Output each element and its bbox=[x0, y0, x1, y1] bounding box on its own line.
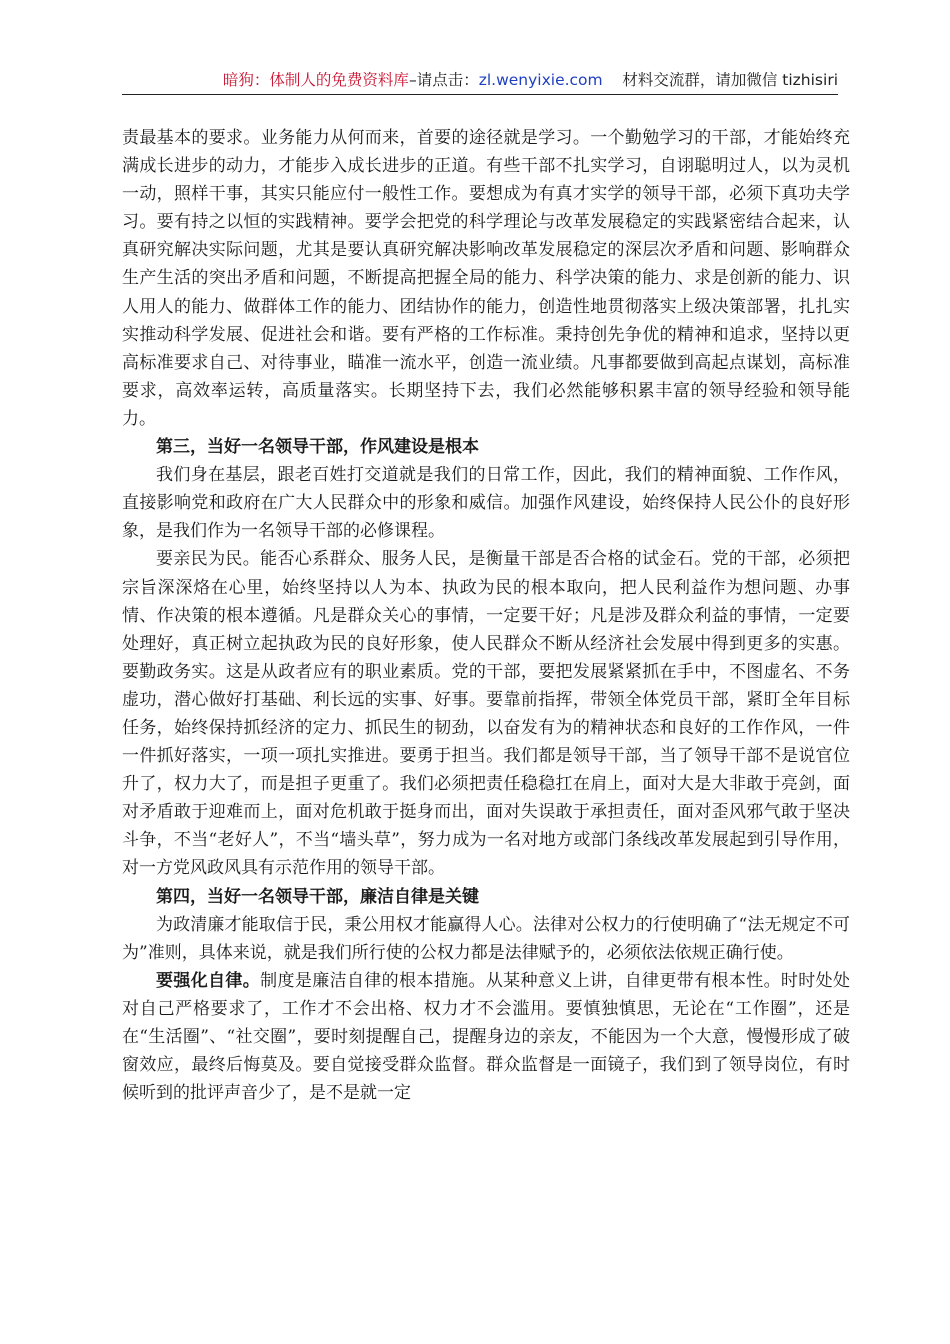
header-click-prefix: –请点击： bbox=[408, 71, 479, 89]
page-header bbox=[122, 66, 838, 95]
paragraph-5-lead: 要强化自律。 bbox=[156, 970, 261, 991]
paragraph-1: 责最基本的要求。业务能力从何而来，首要的途径就是学习。一个勤勉学习的干部，才能始终充满成长进步的动力，才能步入成长进步的正道。有些干部不扎实学习，自诩聪明过人，以为灵机一动，照样干事，其实只能应付一般性工作。要想成为有真才实学的领导干部，必须下真功夫学习。要有持之以恒的实践精神。要学会把党的科学理论与改革发展稳定的实践紧密结合起来，认真研究解决实际问题，尤其是要认真研究解决影响改革发展稳定的深层次矛盾和问题、影响群众生产生活的突出矛盾和问题，不断提高把握全局的能力、科学决策的能力、求是创新的能力、识人用人的能力、做群体工作的能力、团结协作的能力，创造性地贯彻落实上级决策部署，扎扎实实推动科学发展、促进社会和谐。要有严格的工作标准。秉持创先争优的精神和追求，坚持以更高标准要求自己、对待事业，瞄准一流水平，创造一流业绩。凡事都要做到高起点谋划，高标准要求，高效率运转，高质量落实。长期坚持下去，我们必然能够积累丰富的领导经验和领导能力。 bbox=[122, 128, 850, 429]
header-site-name: 暗狗：体制人的免费资料库 bbox=[222, 71, 409, 89]
paragraph-2: 我们身在基层，跟老百姓打交道就是我们的日常工作，因此，我们的精神面貌、工作作风，直接影响党和政府在广大人民群众中的形象和威信。加强作风建设，始终保持人民公仆的良好形象，是我们作为一名领导干部的必修课程。 bbox=[122, 465, 850, 542]
header-contact-text: 材料交流群，请加微信 tizhisiri bbox=[622, 71, 838, 89]
paragraph-5 bbox=[122, 967, 850, 1107]
paragraph-4: 为政清廉才能取信于民，秉公用权才能赢得人心。法律对公权力的行使明确了“法无规定不可为”准则，具体来说，就是我们所行使的公权力都是法律赋予的，必须依法依规正确行使。 bbox=[122, 914, 850, 963]
document-body bbox=[122, 124, 850, 1107]
paragraph-5-text: 制度是廉洁自律的根本措施。从某种意义上讲，自律更带有根本性。时时处处对自己严格要求了，工作才不会出格、权力才不会滥用。要慎独慎思，无论在“工作圈”，还是在“生活圈”、“社交圈”，要时刻提醒自己，提醒身边的亲友，不能因为一个大意，慢慢形成了破窗效应，最终后悔莫及。要自觉接受群众监督。群众监督是一面镜子，我们到了领导岗位，有时候听到的批评声音少了，是不是就一定 bbox=[122, 970, 851, 1104]
header-contact bbox=[603, 71, 838, 89]
paragraph-3: 要亲民为民。能否心系群众、服务人民，是衡量干部是否合格的试金石。党的干部，必须把宗旨深深烙在心里，始终坚持以人为本、执政为民的根本取向，把人民利益作为想问题、办事情、作决策的根本遵循。凡是群众关心的事情，一定要干好；凡是涉及群众利益的事情，一定要处理好，真正树立起执政为民的良好形象，使人民群众不断从经济社会发展中得到更多的实惠。要勤政务实。这是从政者应有的职业素质。党的干部，要把发展紧紧抓在手中，不图虚名、不务虚功，潜心做好打基础、利长远的实事、好事。要靠前指挥，带领全体党员干部，紧盯全年目标任务，始终保持抓经济的定力、抓民生的韧劲，以奋发有为的精神状态和良好的工作作风，一件一件抓好落实，一项一项扎实推进。要勇于担当。我们都是领导干部，当了领导干部不是说官位升了，权力大了，而是担子更重了。我们必须把责任稳稳扛在肩上，面对大是大非敢于亮剑，面对矛盾敢于迎难而上，面对危机敢于挺身而出，面对失误敢于承担责任，面对歪风邪气敢于坚决斗争，不当“老好人”，不当“墙头草”，努力成为一名对地方或部门条线改革发展起到引导作用，对一方党风政风具有示范作用的领导干部。 bbox=[122, 549, 850, 879]
header-url-link[interactable]: zl.wenyixie.com bbox=[478, 71, 603, 89]
section-heading-3: 第三，当好一名领导干部，作风建设是根本 bbox=[156, 437, 479, 458]
section-heading-4: 第四，当好一名领导干部，廉洁自律是关键 bbox=[156, 886, 479, 907]
